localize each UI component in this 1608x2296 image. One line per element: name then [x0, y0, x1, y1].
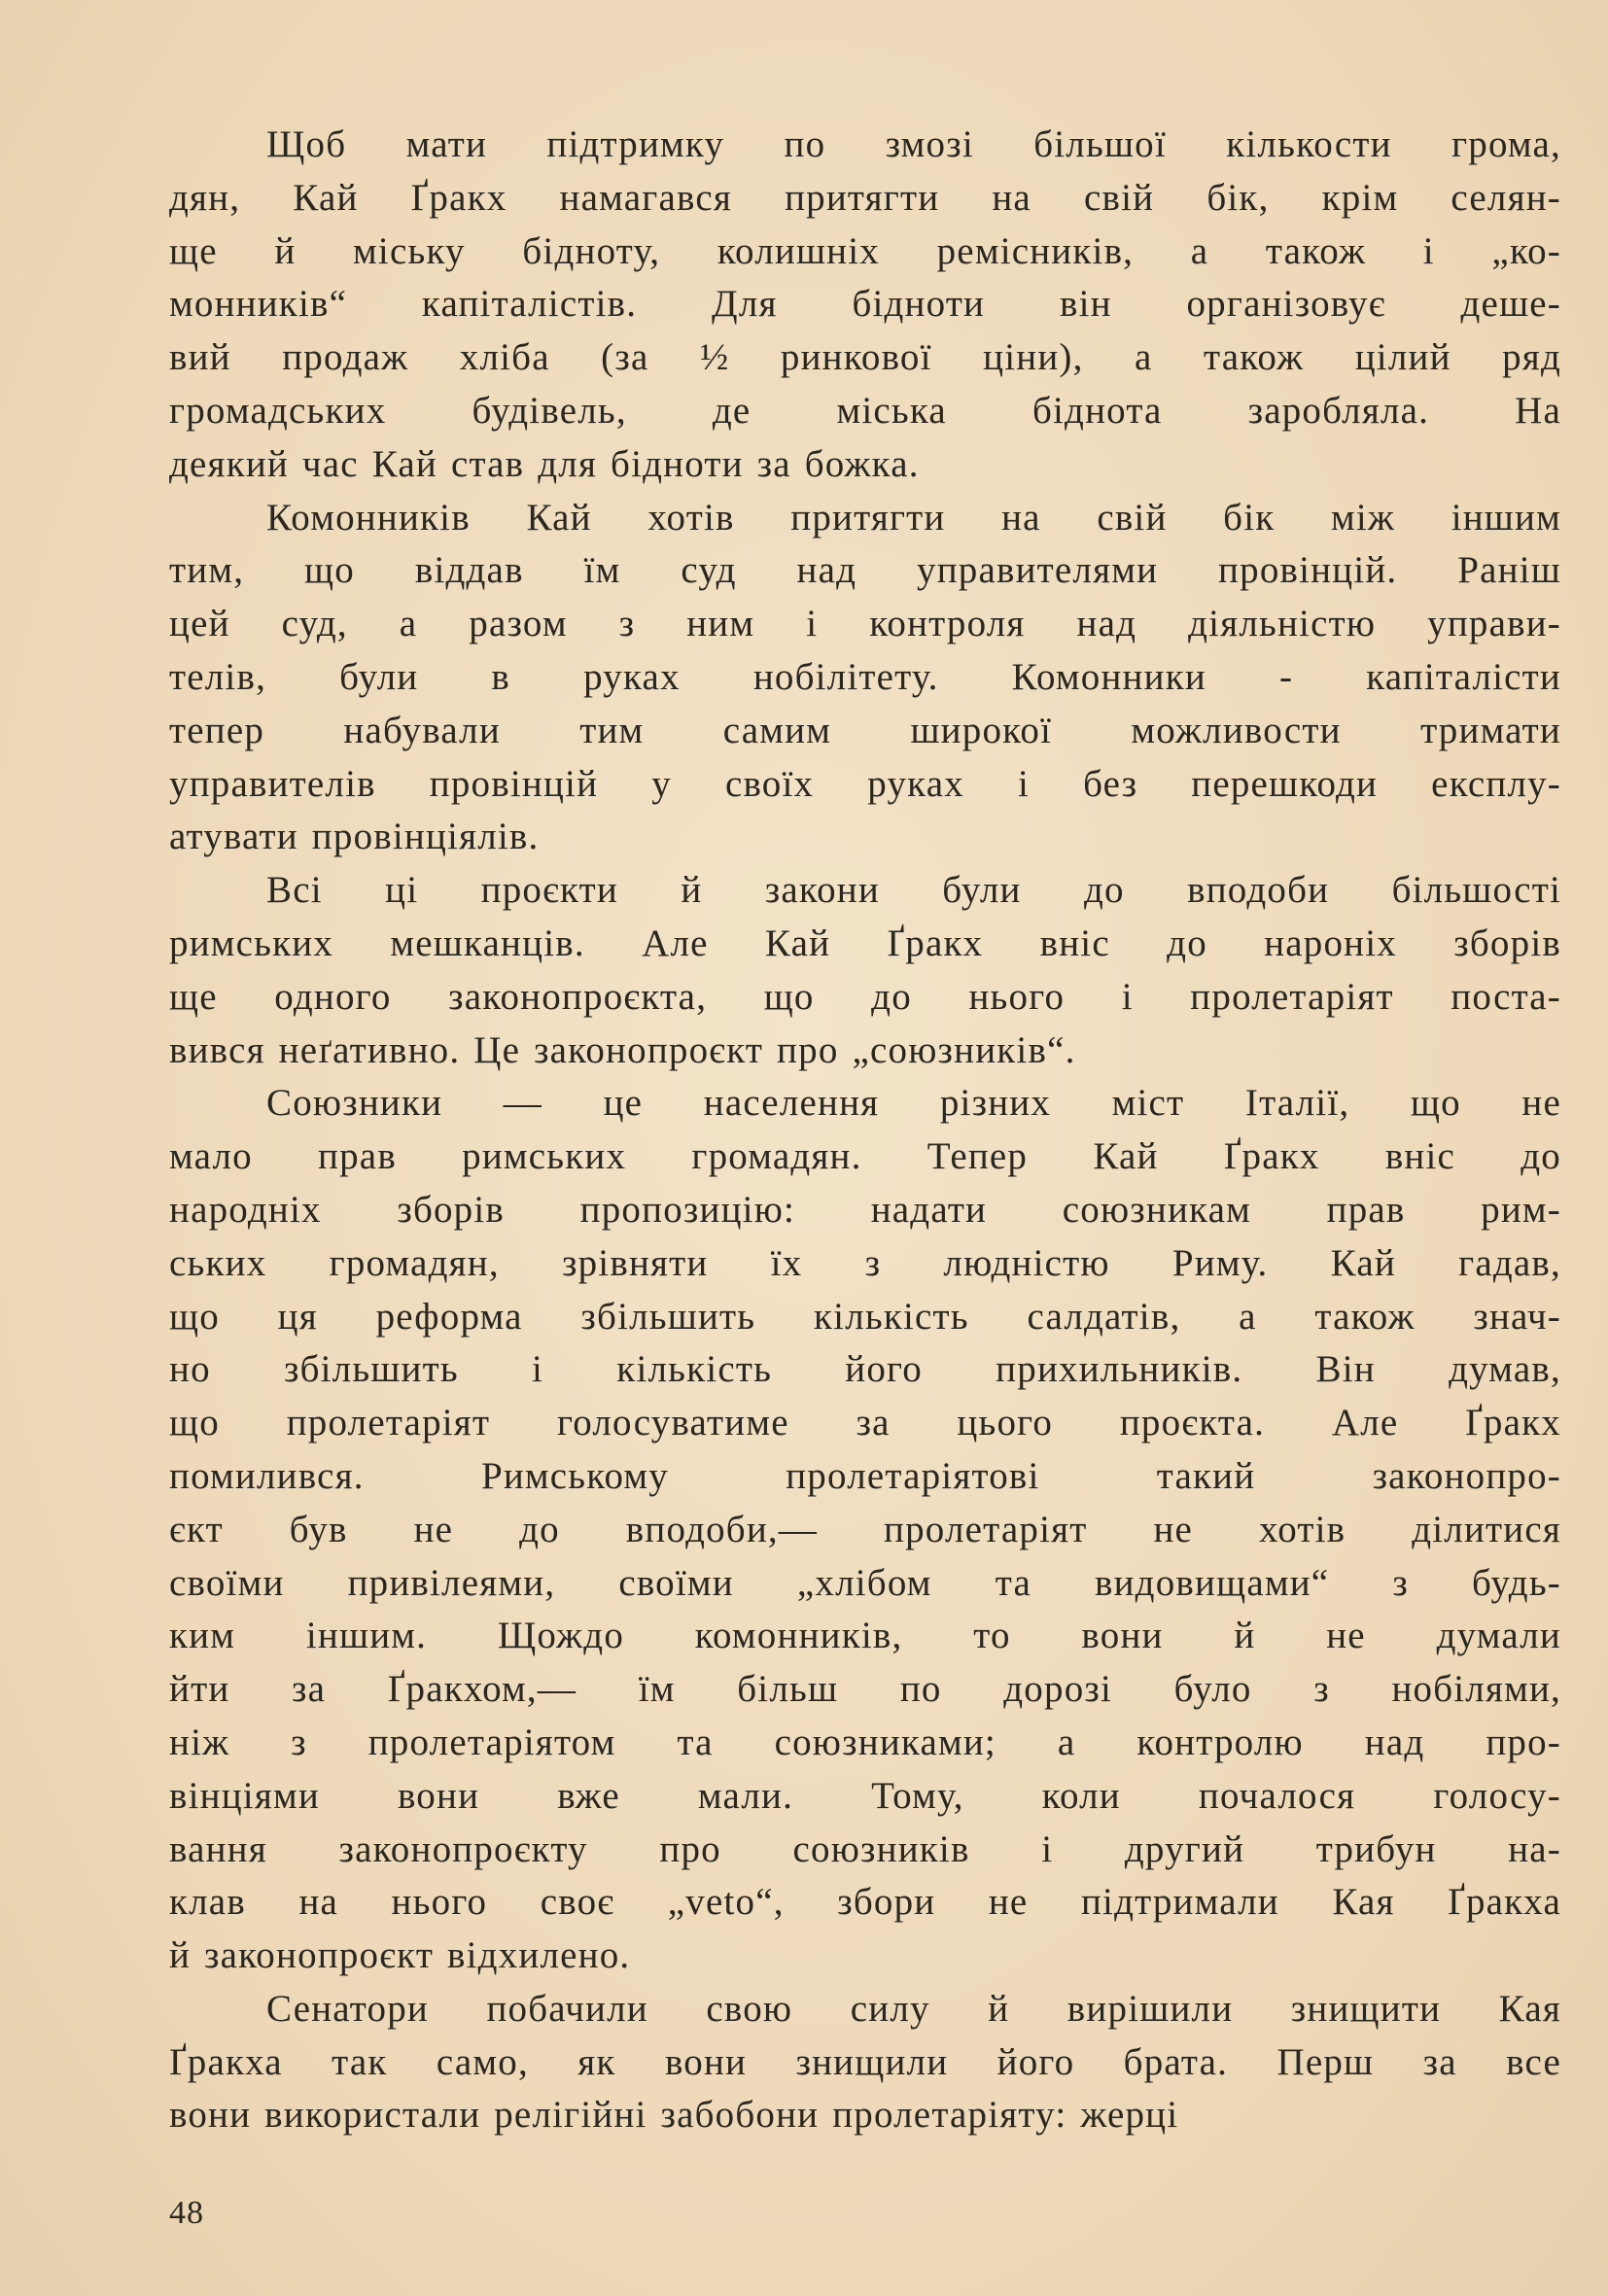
text-line: Всі ці проєкти й закони були до вподоби більшості	[266, 869, 1561, 912]
paragraph	[169, 1983, 1561, 2142]
text-line: но збільшить і кількість його прихильників. Він думав,	[169, 1348, 1561, 1391]
text-line: ських громадян, зрівняти їх з людністю Риму. Кай гадав,	[169, 1241, 1561, 1284]
text-line: вінціями вони вже мали. Тому, коли почалося голосу-	[169, 1774, 1561, 1817]
paragraph	[169, 1077, 1561, 1983]
text-line: монників“ капіталістів. Для бідноти він організовує деше-	[169, 283, 1561, 326]
text-line: вання законопроєкту про союзників і другий трибун на-	[169, 1827, 1561, 1870]
text-line: громадських будівель, де міська біднота заробляла. На	[169, 389, 1561, 432]
text-line: Комонників Кай хотів притягти на свій бік між іншим	[266, 496, 1561, 539]
text-line: ніж з пролетаріятом та союзниками; а контролю над про-	[169, 1721, 1561, 1763]
text-line: телів, були в руках нобілітету. Комонники - капіталісти	[169, 655, 1561, 698]
text-line: цей суд, а разом з ним і контроля над діяльністю управи-	[169, 603, 1561, 645]
text-line: клав на нього своє „veto“, збори не підтримали Кая Ґракха	[169, 1881, 1561, 1924]
paragraph	[169, 119, 1561, 492]
text-line: управителів провінцій у своїх руках і без перешкоди експлу-	[169, 762, 1561, 805]
text-line: єкт був не до вподоби,— пролетаріят не хотів ділитися	[169, 1508, 1561, 1550]
text-line: деякий час Кай став для бідноти за божка.	[169, 442, 920, 485]
text-line: дян, Кай Ґракх намагався притягти на свій бік, крім селян-	[169, 176, 1561, 219]
text-line: вився неґативно. Це законопроєкт про „союзників“.	[169, 1028, 1076, 1071]
body-text	[169, 119, 1561, 2142]
text-line: й законопроєкт відхилено.	[169, 1934, 631, 1977]
text-line: атувати провінціялів.	[169, 816, 540, 858]
paragraph	[169, 492, 1561, 865]
text-line: народніх зборів пропозицію: надати союзникам прав рим-	[169, 1188, 1561, 1231]
text-line: римських мешканців. Але Кай Ґракх вніс до нароніх зборів	[169, 922, 1561, 964]
text-line: мало прав римських громадян. Тепер Кай Ґракх вніс до	[169, 1135, 1561, 1178]
text-line: ще одного законопроєкта, що до нього і пролетаріят поста-	[169, 975, 1561, 1018]
text-line: своїми привілеями, своїми „хлібом та видовищами“ з будь-	[169, 1561, 1561, 1604]
text-line: Щоб мати підтримку по змозі більшої кількости грома,	[266, 123, 1561, 165]
text-line: Ґракха так само, як вони знищили його брата. Перш за все	[169, 2040, 1561, 2083]
text-line: йти за Ґракхом,— їм більш по дорозі було з нобілями,	[169, 1668, 1561, 1711]
text-line: вий продаж хліба (за ½ ринкової ціни), а також цілий ряд	[169, 336, 1561, 379]
text-line: помилився. Римському пролетаріятові такий законопро-	[169, 1454, 1561, 1497]
text-line: тепер набували тим самим широкої можливости тримати	[169, 709, 1561, 751]
text-line: що ця реформа збільшить кількість салдатів, а також знач-	[169, 1295, 1561, 1338]
text-line: тим, що віддав їм суд над управителями провінцій. Раніш	[169, 549, 1561, 592]
text-line: що пролетаріят голосуватиме за цього проєкта. Але Ґракх	[169, 1402, 1561, 1444]
paragraph	[169, 864, 1561, 1077]
text-line: Сенатори побачили свою силу й вирішили знищити Кая	[266, 1987, 1561, 2030]
text-line: ще й міську бідноту, колишніх ремісників, а також і „ко-	[169, 229, 1561, 272]
text-line: вони використали релігійні забобони пролетаріяту: жерці	[169, 2094, 1179, 2137]
text-line: Союзники — це населення різних міст Італії, що не	[266, 1082, 1561, 1125]
page-number: 48	[169, 2195, 204, 2231]
text-line: ким іншим. Щождо комонників, то вони й не думали	[169, 1615, 1561, 1657]
